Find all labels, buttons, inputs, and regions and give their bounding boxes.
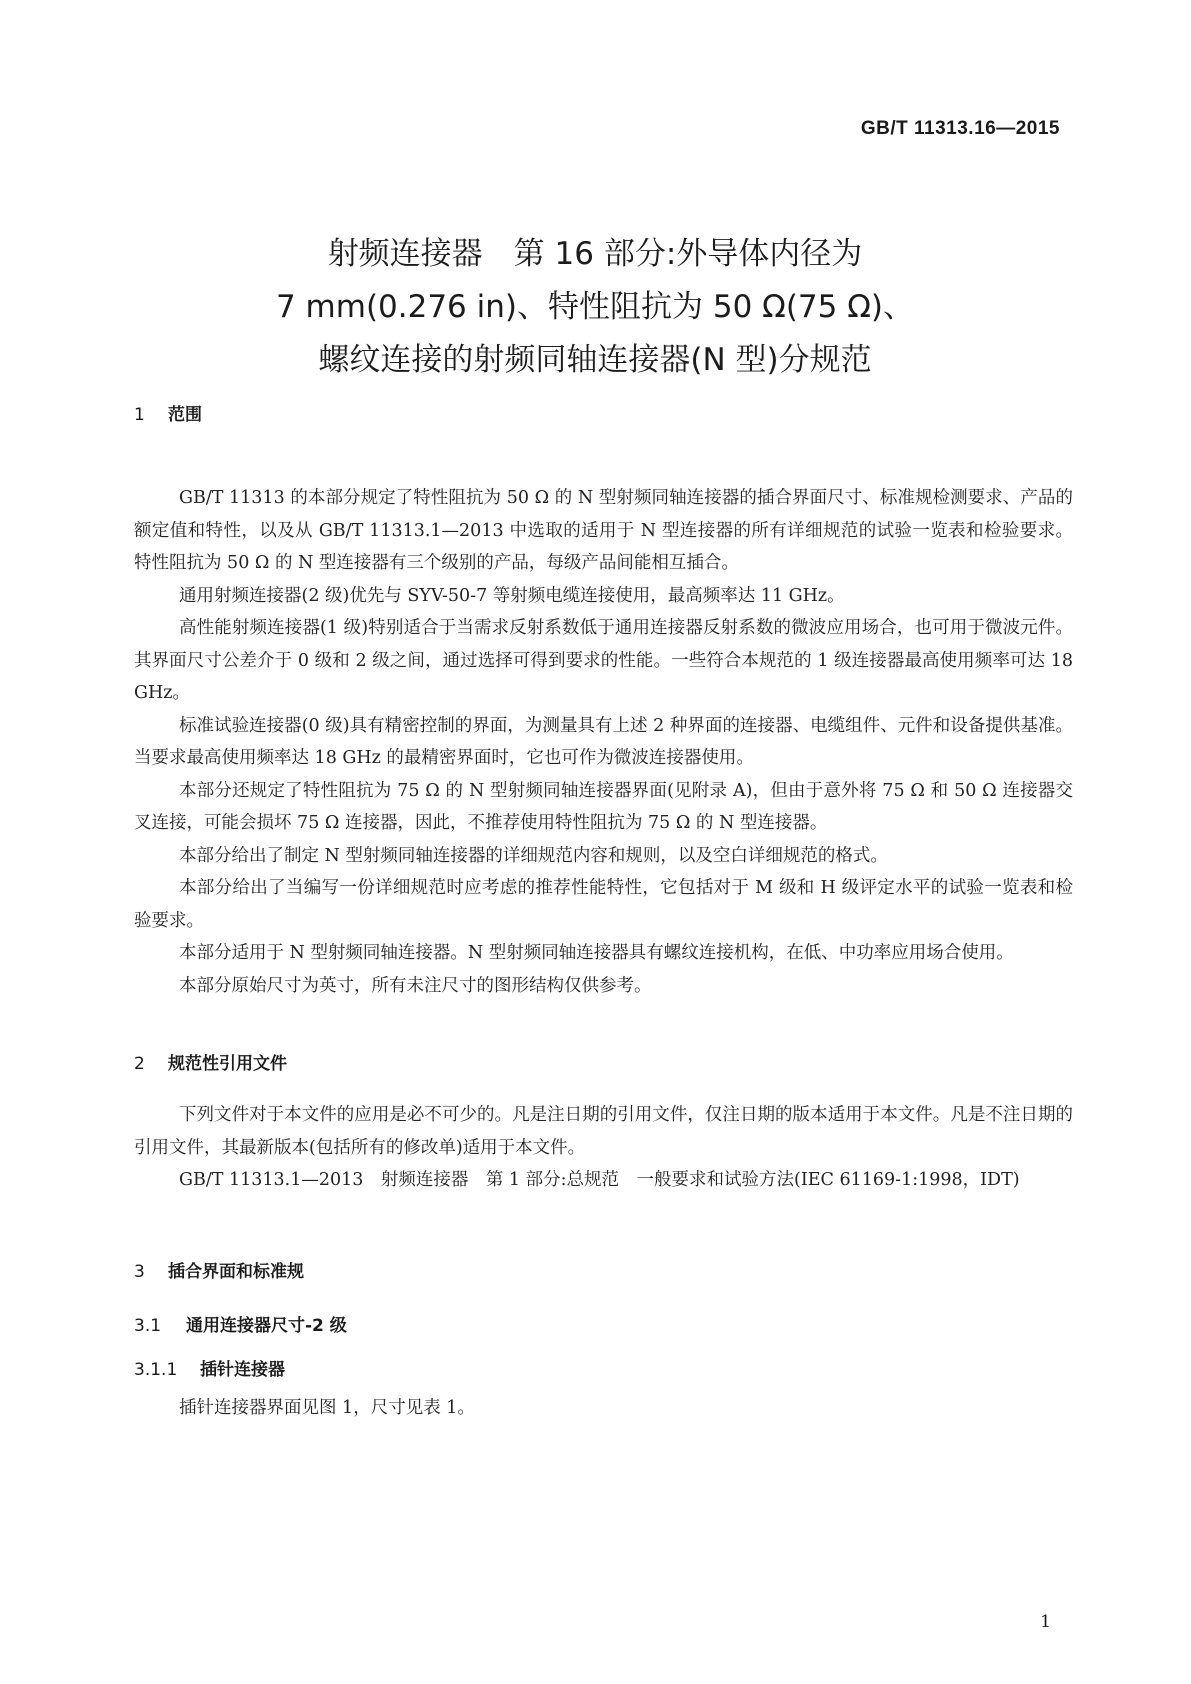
section-number: 3.1: [134, 1316, 162, 1336]
section-3-1-1-body: [134, 1392, 1073, 1425]
paragraph: 本部分给出了当编写一份详细规范时应考虑的推荐性能特性，它包括对于 M 级和 H 级评定水平的试验一览表和检验要求。: [134, 878, 1073, 931]
standard-code: GB/T 11313.16—2015: [860, 118, 1060, 139]
section-1-heading: [134, 400, 202, 425]
reference-entry: GB/T 11313.1—2013 射频连接器 第 1 部分:总规范 一般要求和试验方法(IEC 61169-1:1998，IDT): [179, 1170, 1020, 1190]
section-number: 3: [134, 1262, 145, 1282]
section-1-body: [134, 482, 1073, 1002]
paragraph: 本部分原始尺寸为英寸，所有未注尺寸的图形结构仅供参考。: [179, 975, 652, 996]
title-line-3: 螺纹连接的射频同轴连接器(N 型)分规范: [318, 342, 872, 378]
paragraph: 标准试验连接器(0 级)具有精密控制的界面，为测量具有上述 2 种界面的连接器、电缆组件、元件和设备提供基准。当要求最高使用频率达 18 GHz 的最精密界面时，它也可作为微波连接器使用。: [134, 715, 1073, 768]
paragraph: GB/T 11313 的本部分规定了特性阻抗为 50 Ω 的 N 型射频同轴连接器的插合界面尺寸、标准规检测要求、产品的额定值和特性，以及从 GB/T 11313.1—2013 中选取的适用于 N 型连接器的所有详细规范的试验一览表和检验要求。特性阻抗为 50 Ω 的 N 型连接器有三个级别的产品，每级产品间能相互插合。: [134, 488, 1073, 573]
section-number: 1: [134, 405, 145, 425]
section-title: 通用连接器尺寸-2 级: [186, 1316, 347, 1336]
section-3-1-1-heading: [134, 1355, 285, 1380]
document-title: [200, 228, 990, 387]
paragraph: 通用射频连接器(2 级)优先与 SYV-50-7 等射频电缆连接使用，最高频率达 11 GHz。: [179, 585, 845, 606]
section-2-heading: [134, 1049, 287, 1074]
section-number: 3.1.1: [134, 1360, 178, 1380]
section-2-body: [134, 1099, 1073, 1197]
paragraph: 下列文件对于本文件的应用是必不可少的。凡是注日期的引用文件，仅注日期的版本适用于本文件。凡是不注日期的引用文件，其最新版本(包括所有的修改单)适用于本文件。: [134, 1105, 1073, 1158]
section-title: 规范性引用文件: [168, 1054, 287, 1074]
title-line-2: 7 mm(0.276 in)、特性阻抗为 50 Ω(75 Ω)、: [275, 289, 915, 325]
section-title: 范围: [168, 405, 202, 425]
paragraph: 本部分给出了制定 N 型射频同轴连接器的详细规范内容和规则，以及空白详细规范的格式。: [179, 845, 888, 866]
paragraph: 本部分还规定了特性阻抗为 75 Ω 的 N 型射频同轴连接器界面(见附录 A)，但由于意外将 75 Ω 和 50 Ω 连接器交叉连接，可能会损坏 75 Ω 连接器，因此，不推荐使用特性阻抗为 75 Ω 的 N 型连接器。: [134, 780, 1073, 833]
paragraph: 本部分适用于 N 型射频同轴连接器。N 型射频同轴连接器具有螺纹连接机构，在低、中功率应用场合使用。: [179, 943, 1014, 963]
section-title: 插针连接器: [200, 1360, 285, 1380]
section-3-heading: [134, 1257, 304, 1282]
paragraph: 高性能射频连接器(1 级)特别适合于当需求反射系数低于通用连接器反射系数的微波应用场合，也可用于微波元件。其界面尺寸公差介于 0 级和 2 级之间，通过选择可得到要求的性能。一些符合本规范的 1 级连接器最高使用频率可达 18 GHz。: [134, 618, 1073, 703]
title-line-1: 射频连接器 第 16 部分:外导体内径为: [327, 236, 863, 272]
section-title: 插合界面和标准规: [168, 1262, 304, 1282]
section-3-1-heading: [134, 1311, 347, 1336]
page-number: 1: [1040, 1612, 1051, 1632]
paragraph: 插针连接器界面见图 1，尺寸见表 1。: [179, 1398, 475, 1418]
section-number: 2: [134, 1054, 145, 1074]
